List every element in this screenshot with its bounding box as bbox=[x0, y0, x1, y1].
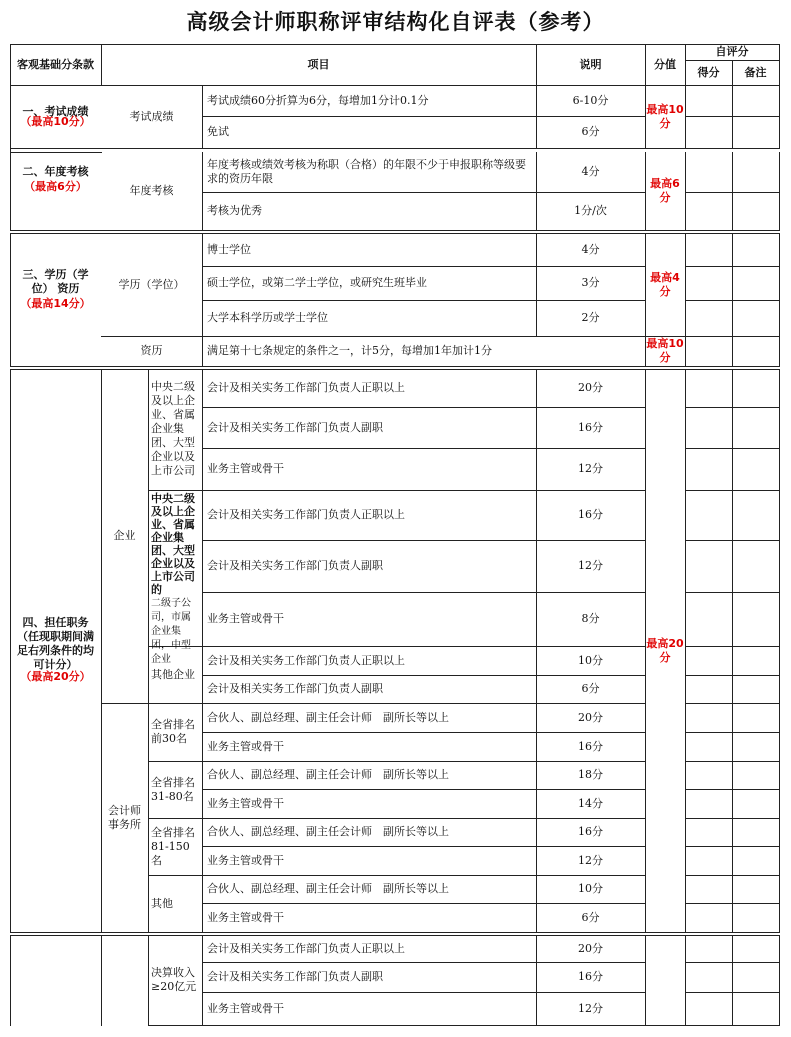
section3-label: 三、学历（学位） 资历 bbox=[22, 268, 89, 295]
grid-line bbox=[685, 192, 780, 193]
section4-row-text: 会计及相关实务工作部门负责人副职 bbox=[207, 559, 383, 572]
section4-row-text: 会计及相关实务工作部门负责人副职 bbox=[207, 420, 383, 434]
section4-label: 四、担任职务（任现职期间满足右列条件的均可计分） bbox=[17, 616, 94, 671]
section4-row-text: 合伙人、副总经理、副主任会计师 副所长等以上 bbox=[207, 768, 449, 781]
section4-row-value: 14分 bbox=[578, 796, 603, 810]
section4-row-value: 6分 bbox=[581, 910, 600, 924]
section4-row-value: 16分 bbox=[578, 508, 603, 521]
section4-firm-rank2: 全省排名31-80名 bbox=[151, 775, 195, 803]
section4-row-value: 20分 bbox=[578, 381, 603, 394]
grid-line bbox=[148, 369, 149, 933]
section1-item-text: 考试成绩60分折算为6分，每增加1分计0.1分 bbox=[207, 93, 429, 107]
section5-row-text: 业务主管或骨干 bbox=[207, 1001, 284, 1015]
grid-line bbox=[732, 369, 733, 933]
header-col-border bbox=[779, 44, 780, 86]
section3-score: 最高4分 bbox=[650, 270, 680, 298]
section1-score: 最高10分 bbox=[646, 102, 684, 130]
section2-sub: 年度考核 bbox=[129, 184, 174, 197]
section4-row-text: 会计及相关实务工作部门负责人正职以上 bbox=[207, 508, 405, 521]
section4-firm: 会计师事务所 bbox=[108, 803, 141, 831]
grid-line bbox=[685, 300, 780, 301]
grid-line bbox=[685, 732, 780, 733]
section4-group3: 其他企业 bbox=[151, 667, 195, 681]
section4-row-value: 6分 bbox=[581, 682, 600, 695]
section4-group2-bold: 中央二级及以上企业、省属企业集团、大型企业以及上市公司的 bbox=[151, 492, 195, 596]
grid-line bbox=[685, 116, 780, 117]
section3-item-text: 大学本科学历或学士学位 bbox=[207, 311, 328, 324]
grid-line bbox=[685, 846, 780, 847]
section2-item-text: 年度考核或绩效考核为称职（合格）的年限不少于申报职称等级要求的资历年限 bbox=[207, 158, 526, 185]
section4-row-value: 20分 bbox=[578, 710, 603, 724]
section3-item-value: 3分 bbox=[581, 276, 600, 289]
section4-row-value: 10分 bbox=[578, 882, 603, 895]
section4-firm-rank3: 全省排名81-150名 bbox=[151, 825, 195, 867]
grid-line bbox=[202, 85, 203, 149]
grid-line bbox=[685, 646, 780, 647]
section4-row-text: 业务主管或骨干 bbox=[207, 739, 284, 753]
section2-item-value: 4分 bbox=[581, 165, 600, 178]
grid-line bbox=[685, 592, 780, 593]
grid-line bbox=[685, 407, 780, 408]
grid-line bbox=[685, 875, 780, 876]
grid-line bbox=[685, 675, 780, 676]
section2-max: （最高6分） bbox=[24, 180, 87, 193]
grid-gap bbox=[536, 337, 537, 366]
grid-line bbox=[732, 85, 733, 149]
section4-row-text: 业务主管或骨干 bbox=[207, 910, 284, 924]
section2-item-text: 考核为优秀 bbox=[207, 204, 262, 217]
section2-score: 最高6分 bbox=[650, 177, 680, 204]
grid-line bbox=[685, 85, 686, 149]
section1-item-text: 免试 bbox=[207, 125, 229, 138]
section4-row-value: 18分 bbox=[578, 768, 603, 781]
grid-line bbox=[685, 789, 780, 790]
section4-row-value: 12分 bbox=[578, 853, 603, 867]
grid-line bbox=[202, 369, 203, 933]
grid-line bbox=[685, 703, 780, 704]
header-project: 项目 bbox=[307, 57, 330, 71]
section4-row-value: 12分 bbox=[578, 462, 603, 475]
header-category: 客观基础分条款 bbox=[17, 57, 94, 71]
grid-line bbox=[101, 148, 780, 149]
section1-max: （最高10分） bbox=[20, 115, 91, 128]
section3-max: （最高14分） bbox=[20, 297, 91, 310]
section4-row-text: 合伙人、副总经理、副主任会计师 副所长等以上 bbox=[207, 882, 449, 895]
section4-firm-rank1: 全省排名前30名 bbox=[151, 718, 195, 745]
grid-line bbox=[10, 230, 780, 231]
section4-row-text: 合伙人、副总经理、副主任会计师 副所长等以上 bbox=[207, 825, 449, 838]
grid-line bbox=[10, 935, 11, 1026]
grid-line bbox=[732, 935, 733, 1026]
grid-line bbox=[10, 366, 780, 367]
section4-row-text: 业务主管或骨干 bbox=[207, 612, 284, 625]
grid-line bbox=[202, 935, 203, 1026]
section5-group1: 决算收入≥20亿元 bbox=[151, 966, 197, 993]
grid-line bbox=[685, 935, 686, 1026]
section4-row-text: 合伙人、副总经理、副主任会计师 副所长等以上 bbox=[207, 710, 449, 724]
section4-group2 bbox=[151, 492, 199, 665]
section1-label: 一、考试成绩 bbox=[22, 105, 89, 118]
grid-line bbox=[685, 369, 686, 933]
grid-line bbox=[779, 369, 780, 933]
section2-item-value: 1分/次 bbox=[574, 204, 607, 217]
grid-line bbox=[148, 1025, 780, 1026]
section5-row-text: 会计及相关实务工作部门负责人正职以上 bbox=[207, 941, 405, 955]
grid-line bbox=[779, 935, 780, 1026]
section4-row-value: 12分 bbox=[578, 559, 603, 572]
grid-line bbox=[101, 935, 102, 1026]
grid-line bbox=[685, 818, 780, 819]
grid-line bbox=[645, 935, 646, 1026]
page-title: 高级会计师职称评审结构化自评表（参考） bbox=[186, 10, 605, 34]
section4-firm-other: 其他 bbox=[151, 896, 173, 910]
section3-item-text: 硕士学位，或第二学士学位，或研究生班毕业 bbox=[207, 276, 427, 289]
section3-sub: 学历（学位） bbox=[118, 277, 185, 291]
section4-row-value: 16分 bbox=[578, 739, 603, 753]
grid-line bbox=[148, 490, 203, 491]
grid-line bbox=[779, 85, 780, 149]
section1-item-value: 6-10分 bbox=[572, 93, 609, 107]
grid-line bbox=[685, 903, 780, 904]
section4-row-value: 8分 bbox=[581, 612, 600, 625]
section4-row-value: 16分 bbox=[578, 420, 603, 434]
header-col-border bbox=[10, 44, 11, 86]
section5-row-value: 20分 bbox=[578, 941, 603, 955]
section4-row-text: 业务主管或骨干 bbox=[207, 853, 284, 867]
header-got: 得分 bbox=[697, 65, 720, 79]
grid-line bbox=[10, 932, 780, 933]
section3-zili-score: 最高10分 bbox=[646, 337, 684, 364]
section4-group1: 中央二级及以上企业、省属企业集团、大型企业以及上市公司 bbox=[151, 380, 195, 477]
section4-enterprise: 企业 bbox=[113, 529, 136, 542]
section5-row-value: 12分 bbox=[578, 1001, 603, 1015]
grid-line bbox=[148, 935, 149, 1026]
grid-line bbox=[685, 266, 780, 267]
section1-item-value: 6分 bbox=[581, 125, 600, 138]
grid-line bbox=[685, 448, 780, 449]
grid-line bbox=[10, 152, 102, 153]
section1-sub: 考试成绩 bbox=[129, 109, 174, 123]
section5-row-value: 16分 bbox=[578, 970, 603, 983]
section4-group2-rest: 二级子公司，市属企业集团，中型企业 bbox=[151, 598, 191, 665]
section3-zili-text: 满足第十七条规定的条件之一，计5分，每增加1年加计1分 bbox=[207, 344, 492, 357]
grid-line bbox=[685, 540, 780, 541]
section2-label: 二、年度考核 bbox=[22, 165, 89, 178]
grid-line bbox=[10, 369, 11, 933]
section4-row-value: 16分 bbox=[578, 825, 603, 838]
section3-item-value: 2分 bbox=[581, 311, 600, 324]
section3-zili-sub: 资历 bbox=[140, 344, 163, 357]
grid-line bbox=[685, 962, 780, 963]
section4-max: （最高20分） bbox=[20, 670, 91, 683]
section4-row-text: 会计及相关实务工作部门负责人副职 bbox=[207, 682, 383, 695]
section4-row-text: 会计及相关实务工作部门负责人正职以上 bbox=[207, 653, 405, 667]
section3-item-text: 博士学位 bbox=[207, 242, 251, 256]
grid-line bbox=[685, 490, 780, 491]
section3-item-value: 4分 bbox=[581, 242, 600, 256]
section4-row-text: 业务主管或骨干 bbox=[207, 462, 284, 475]
grid-line bbox=[685, 992, 780, 993]
section4-row-text: 会计及相关实务工作部门负责人正职以上 bbox=[207, 381, 405, 394]
header-explain: 说明 bbox=[579, 57, 602, 71]
section5-row-text: 会计及相关实务工作部门负责人副职 bbox=[207, 970, 383, 983]
section4-row-text: 业务主管或骨干 bbox=[207, 796, 284, 810]
header-score: 分值 bbox=[654, 57, 676, 71]
section4-row-value: 10分 bbox=[578, 653, 603, 667]
grid-line bbox=[685, 761, 780, 762]
header-remark: 备注 bbox=[744, 65, 767, 79]
section4-score: 最高20分 bbox=[646, 636, 684, 664]
header-self: 自评分 bbox=[715, 45, 749, 58]
